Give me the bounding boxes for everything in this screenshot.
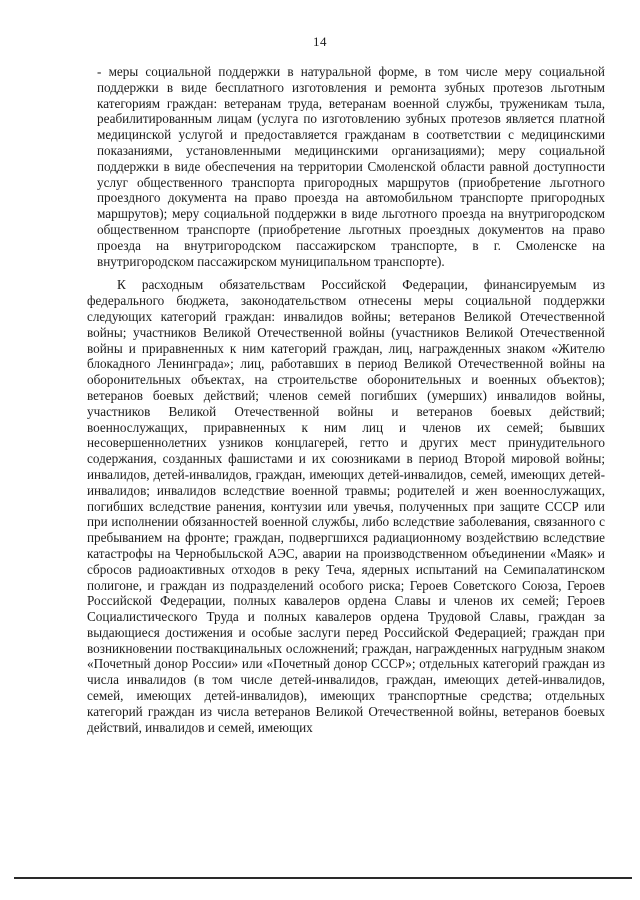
- paragraph-federal-obligations: К расходным обязательствам Российской Федерации, финансируемым из федерального бюджета, законодательством отнесены меры социальной поддержки следующих категорий граждан: инвалидов войны; ветеранов Великой Отечественной войны; участников Великой Отечественной войны (участников Великой Отечественной войны и приравненных к ним категорий граждан, лиц, награжденных знаком «Жителю блокадного Ленинграда»; лиц, работавших в период Великой Отечественной войны на оборонительных объектах, на строительстве оборонительных и военных объектов); ветеранов боевых действий; членов семей погибших (умерших) инвалидов войны, участников Великой Отечественной войны и ветеранов боевых действий; военнослужащих, приравненных к ним лиц и членов их семей; бывших несовершеннолетних узников концлагерей, гетто и других мест принудительного содержания, созданных фашистами и их союзниками в период Второй мировой войны; инвалидов, детей-инвалидов, граждан, имеющих детей-инвалидов, семей, имеющих детей-инвалидов; инвалидов вследствие военной травмы; родителей и жен военнослужащих, погибших вследствие ранения, контузии или увечья, полученных при защите СССР или при исполнении обязанностей военной службы, либо вследствие заболевания, связанного с пребыванием на фронте; граждан, подвергшихся радиационному воздействию вследствие катастрофы на Чернобыльской АЭС, аварии на производственном объединении «Маяк» и сбросов радиоактивных отходов в реку Теча, ядерных испытаний на Семипалатинском полигоне, и граждан из подразделений особого риска; Героев Советского Союза, Героев Российской Федерации, полных кавалеров ордена Славы и членов их семей; Героев Социалистического Труда и полных кавалеров ордена Трудовой Славы, граждан за выдающиеся достижения и особые заслуги перед Российской Федерацией; граждан при возникновении поствакцинальных осложнений; граждан, награжденных нагрудным знаком «Почетный донор России» или «Почетный донор СССР»; отдельных категорий граждан из числа инвалидов (в том числе детей-инвалидов, граждан, имеющих детей-инвалидов, семей, имеющих детей-инвалидов), имеющих транспортные средства; отдельных категорий граждан из числа ветеранов Великой Отечественной войны, ветеранов боевых действий, инвалидов и семей, имеющих: [87, 277, 605, 735]
- page-bottom-rule: [14, 877, 632, 879]
- paragraph-social-support-in-kind: - меры социальной поддержки в натуральной форме, в том числе меру социальной поддержки в виде бесплатного изготовления и ремонта зубных протезов льготным категориям граждан: ветеранам труда, ветеранам военной службы, труженикам тыла, реабилитированным лицам (услуга по изготовлению зубных протезов является платной медицинской услугой и предоставляется гражданам в соответствии с медицинскими показаниями, установленными медицинскими организациями); меру социальной поддержки в виде обеспечения на территории Смоленской области равной доступности услуг общественного транспорта пригородных маршрутов (приобретение льготного проездного документа на право проезда на автомобильном транспорте пригородных маршрутов); меру социальной поддержки в виде льготного проезда на внутригородском общественном транспорте (приобретение льготных проездных документов на право проезда на внутригородском пассажирском транспорте, в г. Смоленске на внутригородском пассажирском муниципальном транспорте).: [97, 64, 605, 269]
- page-number: 14: [313, 34, 327, 49]
- document-body: [87, 64, 605, 735]
